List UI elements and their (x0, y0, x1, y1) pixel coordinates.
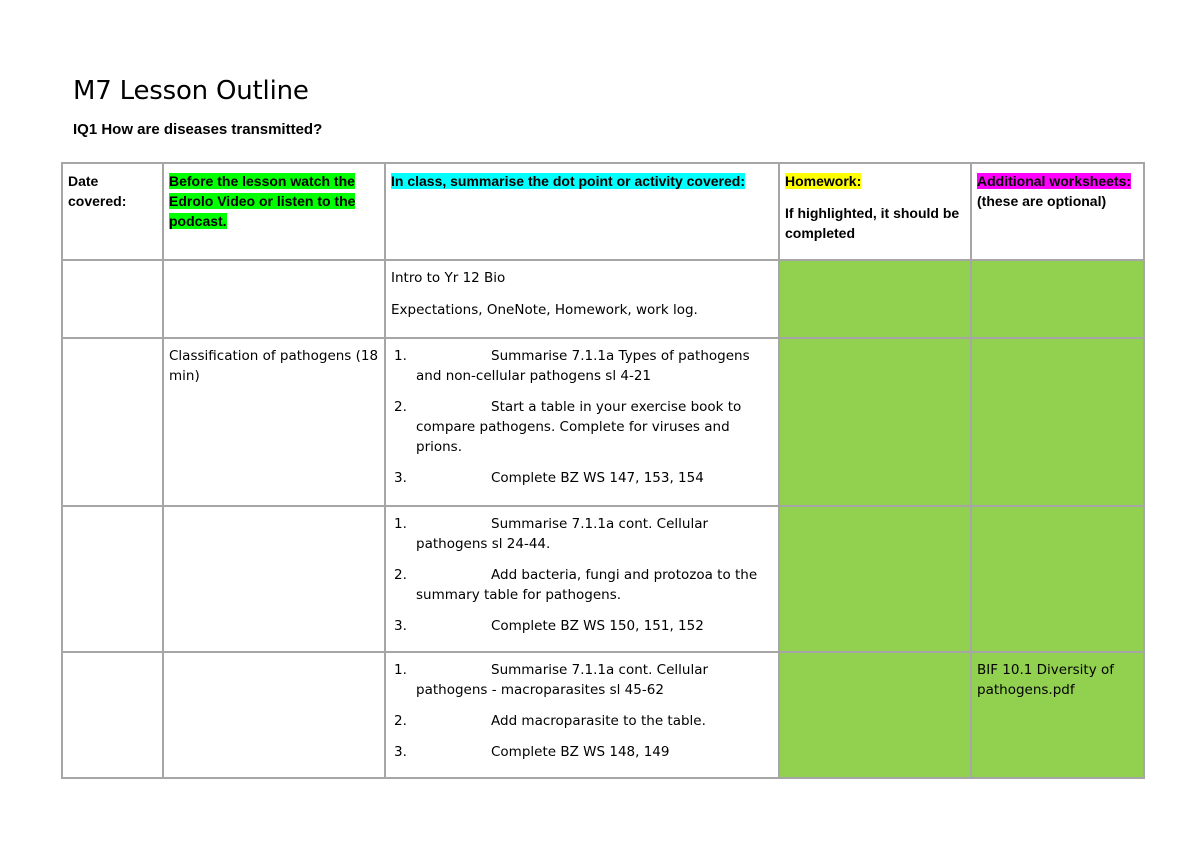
date-cell (62, 338, 163, 506)
before-lesson-cell (163, 652, 385, 778)
table-row (62, 506, 1144, 652)
header-date-covered: Date covered: (62, 163, 163, 260)
list-item: 2. Add bacteria, fungi and protozoa to the summary table for pathogens. (394, 567, 758, 603)
homework-note: If highlighted, it should be completed (785, 205, 960, 241)
table-row (62, 652, 1144, 778)
additional-note: (these are optional) (977, 193, 1107, 209)
lesson-outline-table (61, 162, 1145, 779)
before-lesson-highlight: Before the lesson watch the Edrolo Video or listen to the podcast. (169, 173, 356, 229)
class-line: Expectations, OneNote, Homework, work log. (391, 302, 698, 318)
homework-cell (779, 652, 971, 778)
additional-worksheets-cell: BIF 10.1 Diversity of pathogens.pdf (971, 652, 1144, 778)
list-item: 3. Complete BZ WS 150, 151, 152 (394, 618, 704, 634)
list-item: 2. Add macroparasite to the table. (394, 713, 706, 729)
date-cell (62, 652, 163, 778)
class-line: Intro to Yr 12 Bio (391, 270, 506, 286)
in-class-cell (385, 506, 779, 652)
additional-highlight: Additional worksheets: (977, 173, 1132, 189)
page-title: M7 Lesson Outline (73, 76, 309, 106)
header-additional-worksheets (971, 163, 1144, 260)
homework-cell (779, 338, 971, 506)
table-row (62, 338, 1144, 506)
additional-worksheets-cell (971, 338, 1144, 506)
list-item: 2. Start a table in your exercise book to compare pathogens. Complete for viruses and prions. (394, 399, 742, 455)
header-before-lesson (163, 163, 385, 260)
header-homework (779, 163, 971, 260)
before-lesson-cell: Classification of pathogens (18 min) (163, 338, 385, 506)
before-lesson-cell (163, 506, 385, 652)
in-class-cell (385, 338, 779, 506)
list-item: 1. Summarise 7.1.1a Types of pathogens and non-cellular pathogens sl 4-21 (394, 348, 750, 384)
in-class-cell (385, 652, 779, 778)
in-class-cell (385, 260, 779, 338)
additional-worksheets-cell (971, 260, 1144, 338)
table-row (62, 260, 1144, 338)
homework-highlight: Homework: (785, 173, 862, 189)
list-item: 1. Summarise 7.1.1a cont. Cellular pathogens sl 24-44. (394, 516, 709, 552)
date-cell (62, 506, 163, 652)
date-cell (62, 260, 163, 338)
before-lesson-cell (163, 260, 385, 338)
list-item: 3. Complete BZ WS 147, 153, 154 (394, 470, 704, 486)
homework-cell (779, 260, 971, 338)
list-item: 3. Complete BZ WS 148, 149 (394, 744, 670, 760)
table-header-row (62, 163, 1144, 260)
homework-cell (779, 506, 971, 652)
inquiry-question: IQ1 How are diseases transmitted? (73, 121, 323, 138)
list-item: 1. Summarise 7.1.1a cont. Cellular pathogens - macroparasites sl 45-62 (394, 662, 709, 698)
in-class-highlight: In class, summarise the dot point or activity covered: (391, 173, 745, 189)
header-in-class (385, 163, 779, 260)
additional-worksheets-cell (971, 506, 1144, 652)
